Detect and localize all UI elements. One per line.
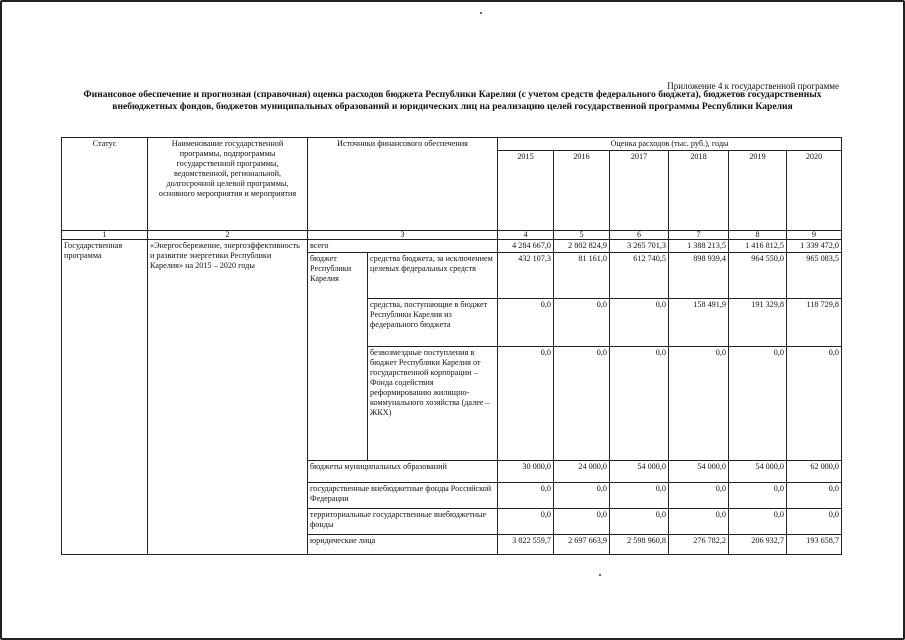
header-status: Статус xyxy=(62,138,148,231)
table-row xyxy=(62,240,842,253)
value-cell: 24 000,0 xyxy=(554,461,610,483)
source-label: средства бюджета, за исключением целевых федеральных средств xyxy=(368,253,498,299)
column-number: 2 xyxy=(148,231,308,240)
program-name: «Энергосбережение, энергоэффективность и развитие энергетики Республики Карелия» на 2015 – 2020 годы xyxy=(148,240,308,555)
value-cell: 81 161,0 xyxy=(554,253,610,299)
value-cell: 0,0 xyxy=(554,299,610,347)
header-row xyxy=(62,138,842,151)
column-number: 1 xyxy=(62,231,148,240)
value-cell: 0,0 xyxy=(787,509,842,535)
value-cell: 898 939,4 xyxy=(669,253,729,299)
scan-speck xyxy=(480,12,482,14)
scan-speck xyxy=(599,574,601,576)
value-cell: 0,0 xyxy=(498,347,554,461)
value-cell: 4 284 667,0 xyxy=(498,240,554,253)
value-cell: 158 491,9 xyxy=(669,299,729,347)
header-estimate: Оценка расходов (тыс. руб.), годы xyxy=(498,138,842,151)
value-cell: 1 388 213,5 xyxy=(669,240,729,253)
source-label: безвозмездные поступления в бюджет Республики Карелия от государственной корпорации – Фонда содействия реформированию жилищно-коммунального хозяйства (далее – ЖКХ) xyxy=(368,347,498,461)
source-label: средства, поступающие в бюджет Республики Карелия из федерального бюджета xyxy=(368,299,498,347)
value-cell: 0,0 xyxy=(787,347,842,461)
value-cell: 0,0 xyxy=(554,483,610,509)
value-cell: 432 107,3 xyxy=(498,253,554,299)
header-year: 2017 xyxy=(610,151,669,231)
value-cell: 0,0 xyxy=(729,483,787,509)
value-cell: 118 729,8 xyxy=(787,299,842,347)
value-cell: 0,0 xyxy=(610,299,669,347)
value-cell: 2 697 663,9 xyxy=(554,535,610,555)
finance-table xyxy=(61,137,842,555)
header-program-name: Наименование государственной программы, подпрограммы государственной программы, ведомственной, региональной, долгосрочной целевой программы, основного мероприятия и мероприятия xyxy=(148,138,308,231)
value-cell: 54 000,0 xyxy=(729,461,787,483)
value-cell: 191 329,8 xyxy=(729,299,787,347)
value-cell: 0,0 xyxy=(610,483,669,509)
header-year: 2016 xyxy=(554,151,610,231)
value-cell: 0,0 xyxy=(669,483,729,509)
column-number: 9 xyxy=(787,231,842,240)
value-cell: 3 822 559,7 xyxy=(498,535,554,555)
value-cell: 0,0 xyxy=(498,483,554,509)
column-number: 5 xyxy=(554,231,610,240)
value-cell: 62 000,0 xyxy=(787,461,842,483)
source-label: бюджеты муниципальных образований xyxy=(308,461,498,483)
source-label: государственные внебюджетные фонды Российской Федерации xyxy=(308,483,498,509)
value-cell: 0,0 xyxy=(669,347,729,461)
header-year: 2020 xyxy=(787,151,842,231)
value-cell: 276 782,2 xyxy=(669,535,729,555)
value-cell: 0,0 xyxy=(498,509,554,535)
budget-group-label: бюджет Республики Карелия xyxy=(308,253,368,461)
header-year: 2015 xyxy=(498,151,554,231)
value-cell: 0,0 xyxy=(610,509,669,535)
value-cell: 206 932,7 xyxy=(729,535,787,555)
value-cell: 0,0 xyxy=(729,347,787,461)
value-cell: 0,0 xyxy=(554,509,610,535)
source-label: всего xyxy=(308,240,498,253)
value-cell: 1 416 812,5 xyxy=(729,240,787,253)
value-cell: 0,0 xyxy=(787,483,842,509)
source-label: юридические лица xyxy=(308,535,498,555)
value-cell: 30 000,0 xyxy=(498,461,554,483)
value-cell: 2 802 824,9 xyxy=(554,240,610,253)
source-label: территориальные государственные внебюджетные фонды xyxy=(308,509,498,535)
value-cell: 54 000,0 xyxy=(669,461,729,483)
value-cell: 2 598 960,8 xyxy=(610,535,669,555)
value-cell: 0,0 xyxy=(729,509,787,535)
value-cell: 965 083,5 xyxy=(787,253,842,299)
value-cell: 612 740,5 xyxy=(610,253,669,299)
value-cell: 3 265 701,3 xyxy=(610,240,669,253)
document-title: Финансовое обеспечение и прогнозная (справочная) оценка расходов бюджета Республики Карелия (с учетом средств федерального бюджета), бюджетов государственных внебюджетных фондов, бюджетов муниципальных образований и юридических лиц на реализацию целей государственной программы Республики Карелия xyxy=(83,89,822,112)
value-cell: 0,0 xyxy=(610,347,669,461)
column-number: 8 xyxy=(729,231,787,240)
header-sources: Источники финансового обеспечения xyxy=(308,138,498,231)
column-number: 3 xyxy=(308,231,498,240)
appendix-label: Приложение 4 к государственной программе xyxy=(667,81,839,91)
column-number-row xyxy=(62,231,842,240)
column-number: 4 xyxy=(498,231,554,240)
value-cell: 0,0 xyxy=(554,347,610,461)
value-cell: 964 550,0 xyxy=(729,253,787,299)
value-cell: 54 000,0 xyxy=(610,461,669,483)
header-year: 2018 xyxy=(669,151,729,231)
value-cell: 1 339 472,0 xyxy=(787,240,842,253)
value-cell: 0,0 xyxy=(498,299,554,347)
column-number: 7 xyxy=(669,231,729,240)
column-number: 6 xyxy=(610,231,669,240)
value-cell: 193 658,7 xyxy=(787,535,842,555)
program-status: Государственная программа xyxy=(62,240,148,555)
header-year: 2019 xyxy=(729,151,787,231)
value-cell: 0,0 xyxy=(669,509,729,535)
